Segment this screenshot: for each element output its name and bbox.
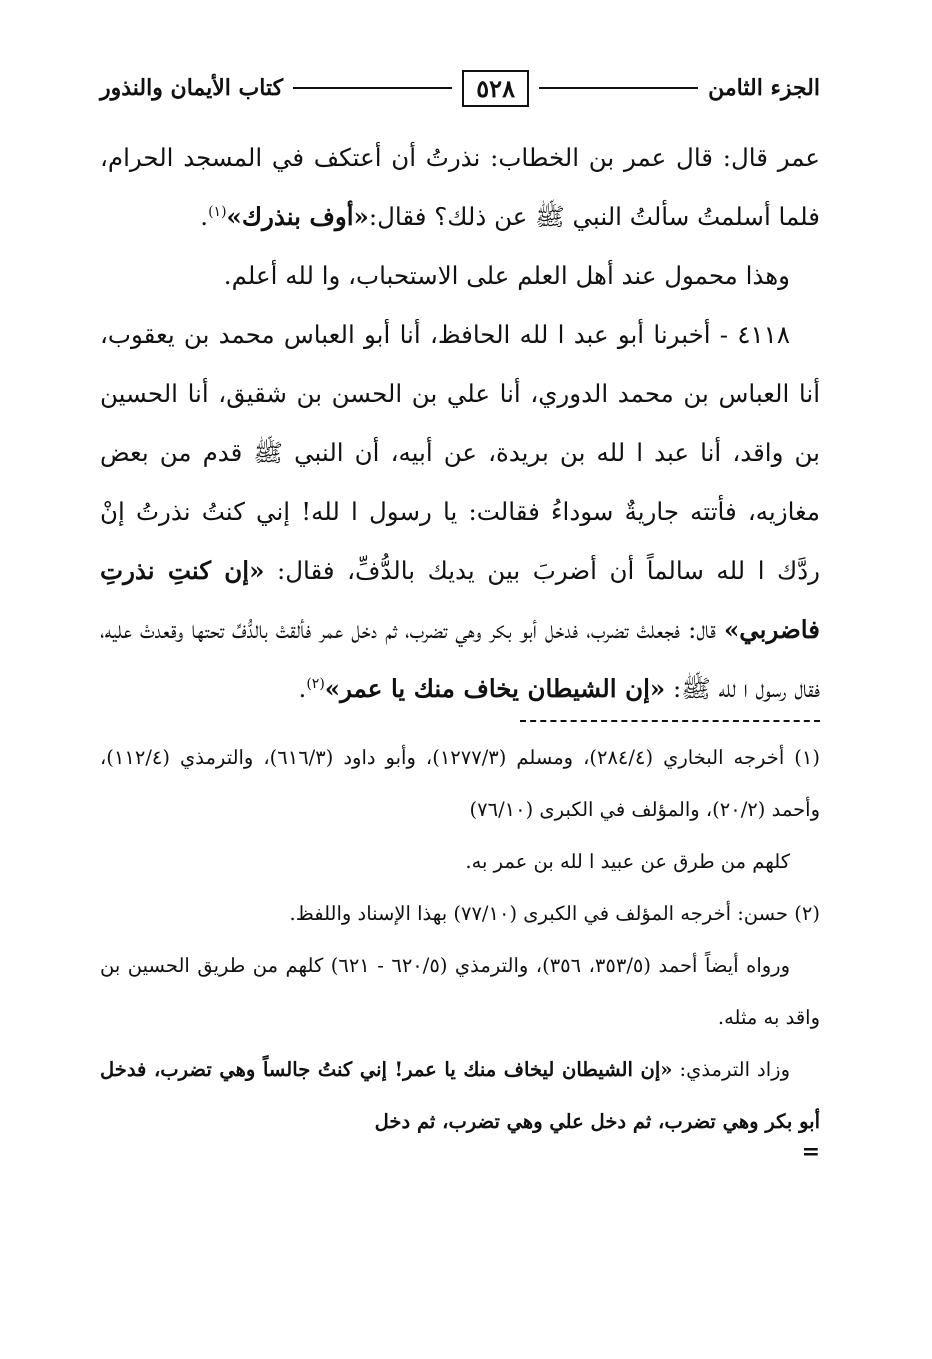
- paragraph-2: وهذا محمول عند أهل العلم على الاستحباب، وا لله أعلم.: [223, 261, 790, 290]
- prophet-quote-1: «أوف بنذرك»: [226, 202, 369, 231]
- hadith-4118: [100, 305, 820, 718]
- footnote-ref-2: (٢): [306, 675, 325, 692]
- footnotes: [100, 732, 820, 1165]
- book-title: كتاب الأيمان والنذور: [100, 75, 284, 101]
- book-page: [100, 60, 820, 1319]
- tirmidhi-addition: «إن الشيطان ليخاف منك يا عمر! إني كنتُ جالساً وهي تضرب، فدخل أبو بكر وهي تضرب، ثم دخل علي وهي تضرب، ثم دخل: [100, 1058, 820, 1133]
- hadith-4118-mid: قال: فجعلتْ تضرب، فدخل أبو بكر وهي تضرب، ثم دخل عمر فألقتْ بالدُّفِّ تحتها وقعدتْ عليه، فقال رسول ا لله ﷺ:: [100, 615, 820, 703]
- footnote-2-line-2: ورواه أيضاً أحمد (٣٥٣/٥، ٣٥٦)، والترمذي (٦٢٠/٥ - ٦٢١) كلهم من طريق الحسين بن واقد به مثله.: [100, 954, 820, 1029]
- footnote-1-line-2: كلهم من طرق عن عبيد ا لله بن عمر به.: [465, 850, 790, 873]
- footnote-2-line-3: [100, 1044, 820, 1148]
- footnote-ref-1: (١): [208, 203, 227, 220]
- paragraph-1: [100, 128, 820, 246]
- footnote-1-line-1: (١) أخرجه البخاري (٢٨٤/٤)، ومسلم (١٢٧٧/٣)، وأبو داود (٦١٦/٣)، والترمذي (١١٢/٤)، وأحمد (٢٠/٢)، والمؤلف في الكبرى (٧٦/١٠): [100, 746, 820, 821]
- header-rule-left: [293, 87, 452, 89]
- page-number: ٥٢٨: [462, 70, 529, 107]
- footnote-2-line-3-lead: وزاد الترمذي:: [672, 1058, 790, 1081]
- main-text: [100, 128, 820, 718]
- continuation-mark: =: [801, 1139, 820, 1165]
- header-rule-right: [539, 87, 698, 89]
- prophet-quote-2: «إن كنتِ نذرتِ فاضربي»: [100, 556, 820, 644]
- running-header: [100, 60, 820, 116]
- volume-title: الجزء الثامن: [708, 75, 820, 101]
- footnote-separator: [520, 720, 820, 722]
- paragraph-1-text: عمر قال: قال عمر بن الخطاب: نذرتُ أن أعتكف في المسجد الحرام، فلما أسلمتُ سألتُ النبي ﷺ عن ذلك؟ فقال:: [100, 143, 820, 231]
- hadith-4118-text: ٤١١٨ - أخبرنا أبو عبد ا لله الحافظ، أنا أبو العباس محمد بن يعقوب، أنا العباس بن محمد الدوري، أنا علي بن الحسن بن شقيق، أنا الحسين بن واقد، أنا عبد ا لله بن بريدة، عن أبيه، أن النبي ﷺ قدم من بعض مغازيه، فأتته جاريةٌ سوداءُ فقالت: يا رسول ا لله! إني كنتُ نذرتُ إنْ ردَّك ا لله سالماً أن أضربَ بين يديك بالدُّفِّ، فقال:: [100, 320, 820, 585]
- prophet-quote-3: «إن الشيطان يخاف منك يا عمر»: [324, 674, 666, 703]
- paragraph-1-end: .: [200, 202, 209, 231]
- hadith-4118-end: .: [298, 674, 307, 703]
- footnote-2-line-1: (٢) حسن: أخرجه المؤلف في الكبرى (٧٧/١٠) بهذا الإسناد واللفظ.: [289, 902, 820, 925]
